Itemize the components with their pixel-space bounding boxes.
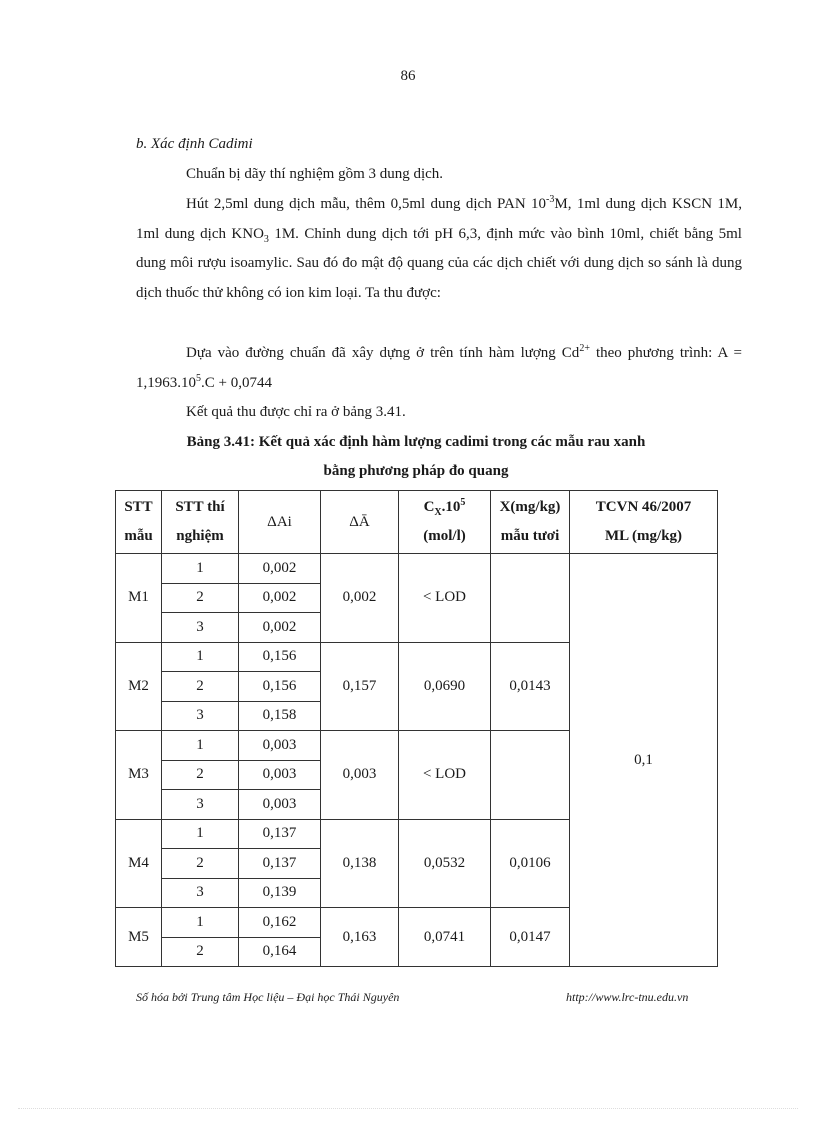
x-cell: 0,0147 <box>491 908 570 967</box>
header-stt-mau-line-2: mẫu <box>124 528 153 544</box>
footer-left: Số hóa bởi Trung tâm Học liệu – Đại học Thái Nguyên <box>136 990 400 1004</box>
paragraph-2-text-c: 1M. Chỉnh dung dịch tới pH 6,3, định mức vào bình 10ml, chiết bằng 5ml dung môi rượu isoamylic. Sau đó đo mật độ quang của các dịch chiết với dung dịch so sánh là dung dịch thuốc thử không có ion kim loại. Ta thu được: <box>136 225 742 301</box>
delta-ai-cell: 0,158 <box>239 701 321 731</box>
delta-ai-cell: 0,003 <box>239 731 321 761</box>
delta-abar-cell: 0,002 <box>321 554 399 643</box>
footer-link[interactable]: http://www.lrc-tnu.edu.vn <box>566 990 689 1004</box>
paragraph-3-sup: 2+ <box>579 343 590 354</box>
delta-ai-cell: 0,156 <box>239 642 321 672</box>
header-cx <box>399 491 491 554</box>
x-cell <box>491 731 570 820</box>
delta-ai-cell: 0,164 <box>239 937 321 967</box>
delta-ai-cell: 0,162 <box>239 908 321 938</box>
x-cell <box>491 554 570 643</box>
paragraph-3-text-b: theo phương trình: A = 1,1963.10 <box>136 345 742 391</box>
delta-ai-cell: 0,003 <box>239 760 321 790</box>
table-row <box>116 554 718 584</box>
trial-number-cell: 2 <box>162 937 239 967</box>
x-cell: 0,0143 <box>491 642 570 731</box>
trial-number-cell: 3 <box>162 790 239 820</box>
delta-abar-cell: 0,163 <box>321 908 399 967</box>
header-tcvn-line-1: TCVN 46/2007 <box>595 499 692 515</box>
header-stt-thi-nghiem <box>162 491 239 554</box>
trial-number-cell: 2 <box>162 672 239 702</box>
cx-cell: < LOD <box>399 731 491 820</box>
delta-ai-cell: 0,139 <box>239 878 321 908</box>
sample-name-cell: M1 <box>116 554 162 643</box>
trial-number-cell: 2 <box>162 583 239 613</box>
delta-abar-cell: 0,003 <box>321 731 399 820</box>
table-caption <box>116 428 716 486</box>
header-delta-ai: ΔAi <box>239 491 321 554</box>
paragraph-3 <box>136 339 742 398</box>
delta-ai-cell: 0,002 <box>239 613 321 643</box>
header-cx-c: C <box>423 499 435 515</box>
paragraph-3-text-a: Dựa vào đường chuẩn đã xây dựng ở trên tính hàm lượng Cd <box>186 345 580 361</box>
table-body <box>116 554 718 967</box>
page-number: 86 <box>400 68 416 84</box>
cx-cell: 0,0690 <box>399 642 491 731</box>
paragraph-2-text-a: Hút 2,5ml dung dịch mẫu, thêm 0,5ml dung dịch PAN 10 <box>186 196 547 212</box>
header-stt-thi-nghiem-line-2: nghiệm <box>176 528 224 544</box>
header-x-line-2: mẫu tươi <box>500 528 560 544</box>
trial-number-cell: 1 <box>162 731 239 761</box>
paragraph-3-sup2: 5 <box>196 372 201 384</box>
paragraph-1-text: Chuẩn bị dãy thí nghiệm gồm 3 dung dịch. <box>186 166 444 182</box>
delta-ai-cell: 0,137 <box>239 849 321 879</box>
delta-abar-cell: 0,138 <box>321 819 399 908</box>
paragraph-2 <box>136 190 742 308</box>
header-tcvn-line-2: ML (mg/kg) <box>604 528 683 544</box>
cx-cell: 0,0741 <box>399 908 491 967</box>
trial-number-cell: 1 <box>162 819 239 849</box>
header-stt-mau-line-1: STT <box>124 499 153 515</box>
delta-ai-cell: 0,003 <box>239 790 321 820</box>
sample-name-cell: M4 <box>116 819 162 908</box>
paragraph-2-sup: -3 <box>546 194 555 205</box>
paragraph-2-text-b: M, 1ml dung dịch KSCN 1M, 1ml dung dịch KNO <box>136 196 742 242</box>
header-cx-mid: .10 <box>441 499 461 515</box>
trial-number-cell: 1 <box>162 642 239 672</box>
header-cx-line-2: (mol/l) <box>423 528 466 544</box>
paragraph-1 <box>136 160 742 190</box>
table-caption-line-2: bằng phương pháp đo quang <box>323 463 509 479</box>
section-heading: b. Xác định Cadimi <box>136 136 253 152</box>
header-stt-thi-nghiem-line-1: STT thí <box>175 499 225 515</box>
sample-name-cell: M5 <box>116 908 162 967</box>
header-delta-abar: ΔĀ <box>321 491 399 554</box>
header-cx-sub: X <box>434 507 442 518</box>
trial-number-cell: 2 <box>162 849 239 879</box>
header-x-line-1: X(mg/kg) <box>499 499 561 515</box>
trial-number-cell: 3 <box>162 701 239 731</box>
sample-name-cell: M2 <box>116 642 162 731</box>
delta-ai-cell: 0,137 <box>239 819 321 849</box>
paragraph-3-text-c: .C + 0,0744 <box>201 374 272 391</box>
page-border <box>18 1108 798 1109</box>
delta-ai-cell: 0,156 <box>239 672 321 702</box>
header-cx-line-1 <box>399 493 490 522</box>
header-cx-sup: 5 <box>460 497 466 508</box>
paragraph-4-text: Kết quả thu được chỉ ra ở bảng 3.41. <box>186 404 406 420</box>
paragraph-4 <box>136 398 742 428</box>
ml-value-cell: 0,1 <box>570 554 718 967</box>
cx-cell: < LOD <box>399 554 491 643</box>
header-stt-mau <box>116 491 162 554</box>
sample-name-cell: M3 <box>116 731 162 820</box>
table-header-row <box>116 491 718 554</box>
trial-number-cell: 1 <box>162 908 239 938</box>
trial-number-cell: 3 <box>162 878 239 908</box>
header-x <box>491 491 570 554</box>
trial-number-cell: 2 <box>162 760 239 790</box>
trial-number-cell: 3 <box>162 613 239 643</box>
x-cell: 0,0106 <box>491 819 570 908</box>
delta-ai-cell: 0,002 <box>239 583 321 613</box>
paragraph-2-sub: 3 <box>263 233 269 245</box>
delta-abar-cell: 0,157 <box>321 642 399 731</box>
trial-number-cell: 1 <box>162 554 239 584</box>
table-caption-line-1: Bảng 3.41: Kết quả xác định hàm lượng cadimi trong các mẫu rau xanh <box>186 434 646 450</box>
delta-ai-cell: 0,002 <box>239 554 321 584</box>
cx-cell: 0,0532 <box>399 819 491 908</box>
results-table <box>115 490 718 967</box>
header-tcvn <box>570 491 718 554</box>
